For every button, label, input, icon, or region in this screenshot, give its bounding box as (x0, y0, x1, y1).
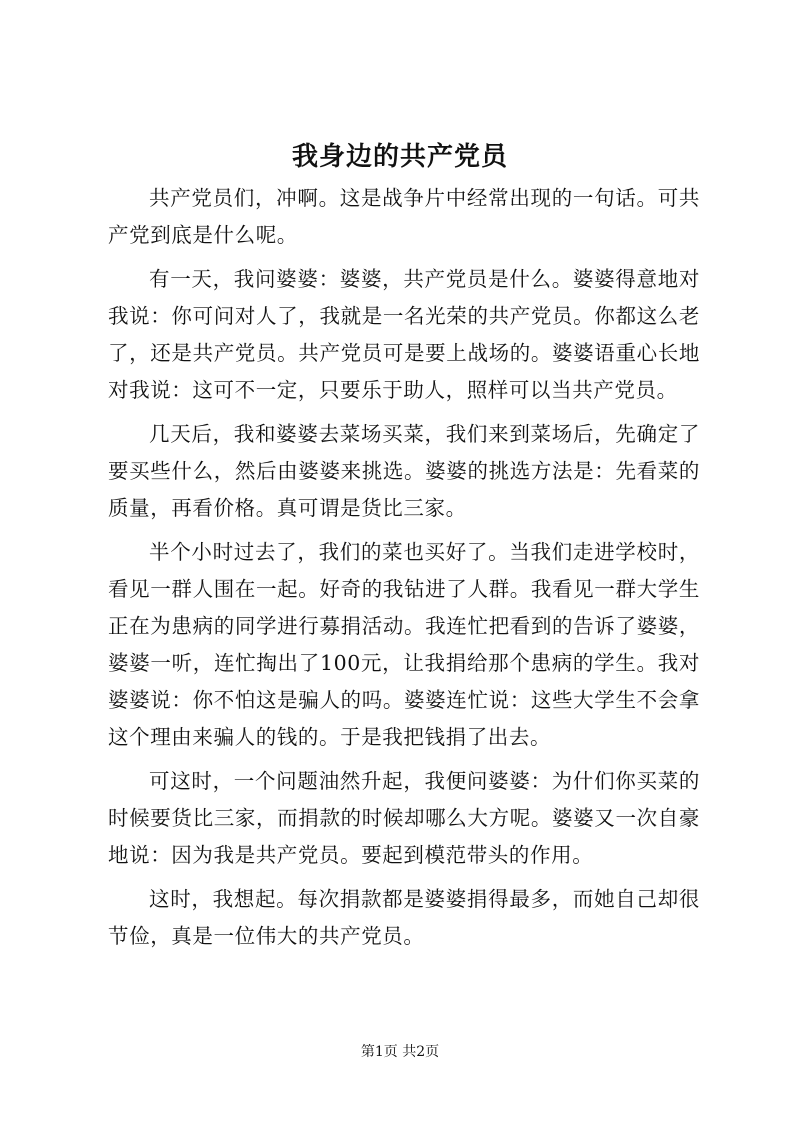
page-number-footer: 第1页 共2页 (360, 1044, 440, 1060)
paragraph-4: 半个小时过去了，我们的菜也买好了。当我们走进学校时，看见一群人围在一起。好奇的我钻进了人群。我看见一群大学生正在为患病的同学进行募捐活动。我连忙把看到的告诉了婆婆，婆婆一听，连忙掏出了100元，让我捐给那个患病的学生。我对婆婆说：你不怕这是骗人的吗。婆婆连忙说：这些大学生不会拿这个理由来骗人的钱的。于是我把钱捐了出去。 (108, 540, 700, 749)
paragraph-1: 共产党员们，冲啊。这是战争片中经常出现的一句话。可共产党到底是什么呢。 (108, 186, 700, 247)
document-body (108, 180, 700, 962)
document-title: 我身边的共产党员 (291, 142, 508, 172)
paragraph-5: 可这时，一个问题油然升起，我便问婆婆：为什们你买菜的时候要货比三家，而捐款的时候却哪么大方呢。婆婆又一次自豪地说：因为我是共产党员。要起到模范带头的作用。 (108, 769, 700, 867)
paragraph-2: 有一天，我问婆婆：婆婆，共产党员是什么。婆婆得意地对我说：你可问对人了，我就是一名光荣的共产党员。你都这么老了，还是共产党员。共产党员可是要上战场的。婆婆语重心长地对我说：这可不一定，只要乐于助人，照样可以当共产党员。 (108, 267, 700, 402)
paragraph-6: 这时，我想起。每次捐款都是婆婆捐得最多，而她自己却很节俭，真是一位伟大的共产党员。 (108, 887, 700, 948)
paragraph-3: 几天后，我和婆婆去菜场买菜，我们来到菜场后，先确定了要买些什么，然后由婆婆来挑选。婆婆的挑选方法是：先看菜的质量，再看价格。真可谓是货比三家。 (108, 422, 700, 520)
